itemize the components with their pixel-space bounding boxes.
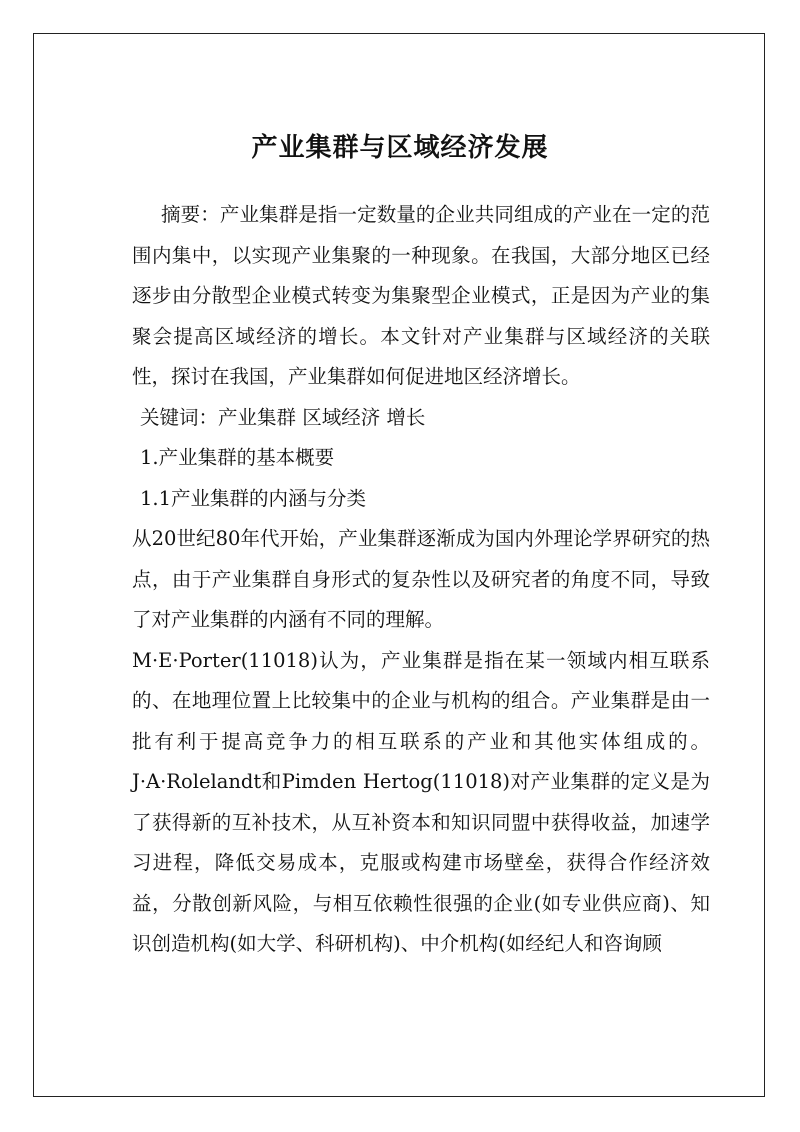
- keywords-line: 关键词：产业集群 区域经济 增长: [140, 405, 426, 429]
- section-heading-1: 1.产业集群的基本概要: [140, 446, 335, 469]
- document-body: [132, 195, 710, 965]
- document-title: 产业集群与区域经济发展: [251, 133, 549, 163]
- body-paragraph: M·E·Porter(11018)认为，产业集群是指在某一领域内相互联系的、在地理位置上比较集中的企业与机构的组合。产业集群是由一批有利于提高竞争力的相互联系的产业和其他实体组成的。J·A·Rolelandt和Pimden Hertog(11018)对产业集群的定义是为了获得新的互补技术，从互补资本和知识同盟中获得收益，加速学习进程，降低交易成本，克服或构建市场壁垒，获得合作经济效益，分散创新风险，与相互依赖性很强的企业(如专业供应商)、知识创造机构(如大学、科研机构)、中介机构(如经纪人和咨询顾: [132, 648, 710, 955]
- abstract-paragraph: 摘要：产业集群是指一定数量的企业共同组成的产业在一定的范围内集中，以实现产业集聚的一种现象。在我国，大部分地区已经逐步由分散型企业模式转变为集聚型企业模式，正是因为产业的集聚会提高区域经济的增长。本文针对产业集群与区域经济的关联性，探讨在我国，产业集群如何促进地区经济增长。: [132, 203, 710, 388]
- body-paragraph: 从20世纪80年代开始，产业集群逐渐成为国内外理论学界研究的热点，由于产业集群自身形式的复杂性以及研究者的角度不同，导致了对产业集群的内涵有不同的理解。: [132, 527, 710, 631]
- section-heading-1-1: 1.1产业集群的内涵与分类: [140, 486, 367, 510]
